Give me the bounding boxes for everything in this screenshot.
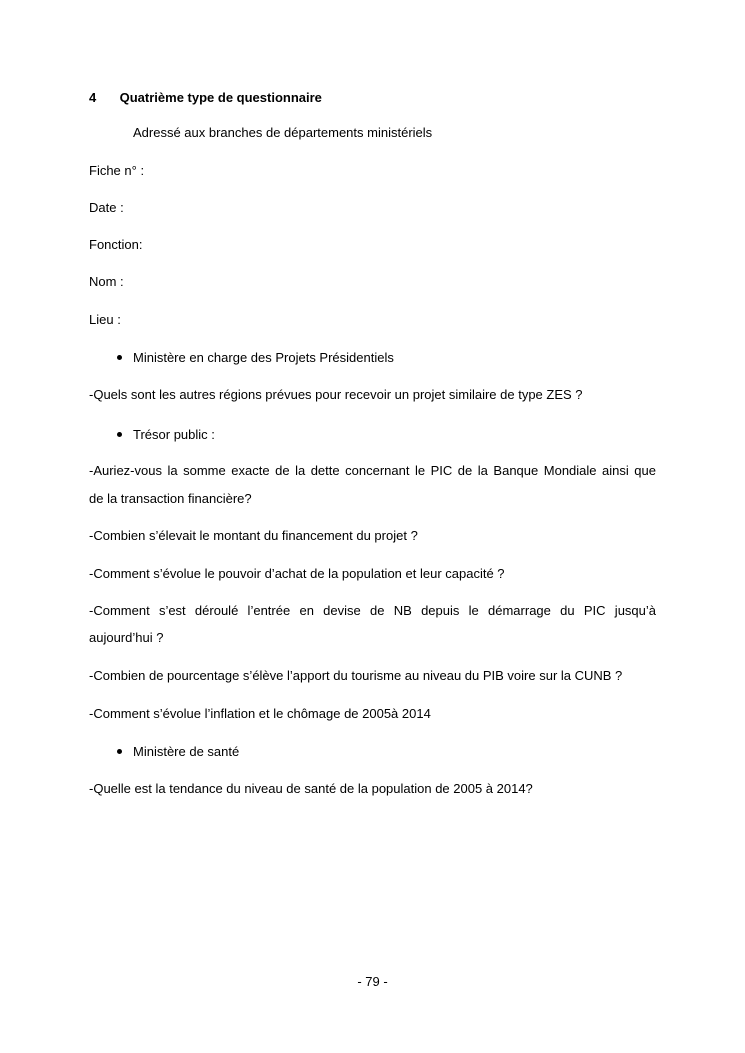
bullet-icon [117, 432, 122, 437]
question-dette-line2: de la transaction financière? [89, 491, 252, 506]
section-title-tresor: Trésor public : [133, 427, 215, 442]
question-tourisme: -Combien de pourcentage s’élève l’apport du tourisme au niveau du PIB voire sur la CUNB ? [89, 668, 623, 683]
section-title: Quatrième type de questionnaire [119, 90, 322, 105]
field-date: Date : [89, 200, 124, 215]
bullet-icon [117, 355, 122, 360]
page-number: - 79 - [357, 974, 388, 989]
field-nom: Nom : [89, 274, 124, 289]
question-financement: -Combien s’élevait le montant du financement du projet ? [89, 528, 418, 543]
field-lieu: Lieu : [89, 312, 121, 327]
question-pouvoir-achat: -Comment s’évolue le pouvoir d’achat de la population et leur capacité ? [89, 566, 505, 581]
question-inflation: -Comment s’évolue l’inflation et le chômage de 2005à 2014 [89, 706, 431, 721]
section-number: 4 [89, 90, 97, 105]
question-devise-line2: aujourd’hui ? [89, 630, 164, 645]
question-devise-line1: -Comment s’est déroulé l’entrée en devise de NB depuis le démarrage du PIC jusqu’à [89, 603, 656, 618]
subtitle: Adressé aux branches de départements ministériels [133, 125, 433, 140]
section-heading [89, 90, 322, 106]
bullet-icon [117, 749, 122, 754]
question-dette-line1: -Auriez-vous la somme exacte de la dette concernant le PIC de la Banque Mondiale ainsi que [89, 463, 656, 478]
field-fiche: Fiche n° : [89, 163, 145, 178]
question-regions-zes: -Quels sont les autres régions prévues pour recevoir un projet similaire de type ZES ? [89, 387, 583, 402]
section-title-sante: Ministère de santé [133, 744, 240, 759]
question-sante: -Quelle est la tendance du niveau de santé de la population de 2005 à 2014? [89, 781, 533, 796]
field-fonction: Fonction: [89, 237, 143, 252]
section-title-projets: Ministère en charge des Projets Présidentiels [133, 350, 394, 365]
